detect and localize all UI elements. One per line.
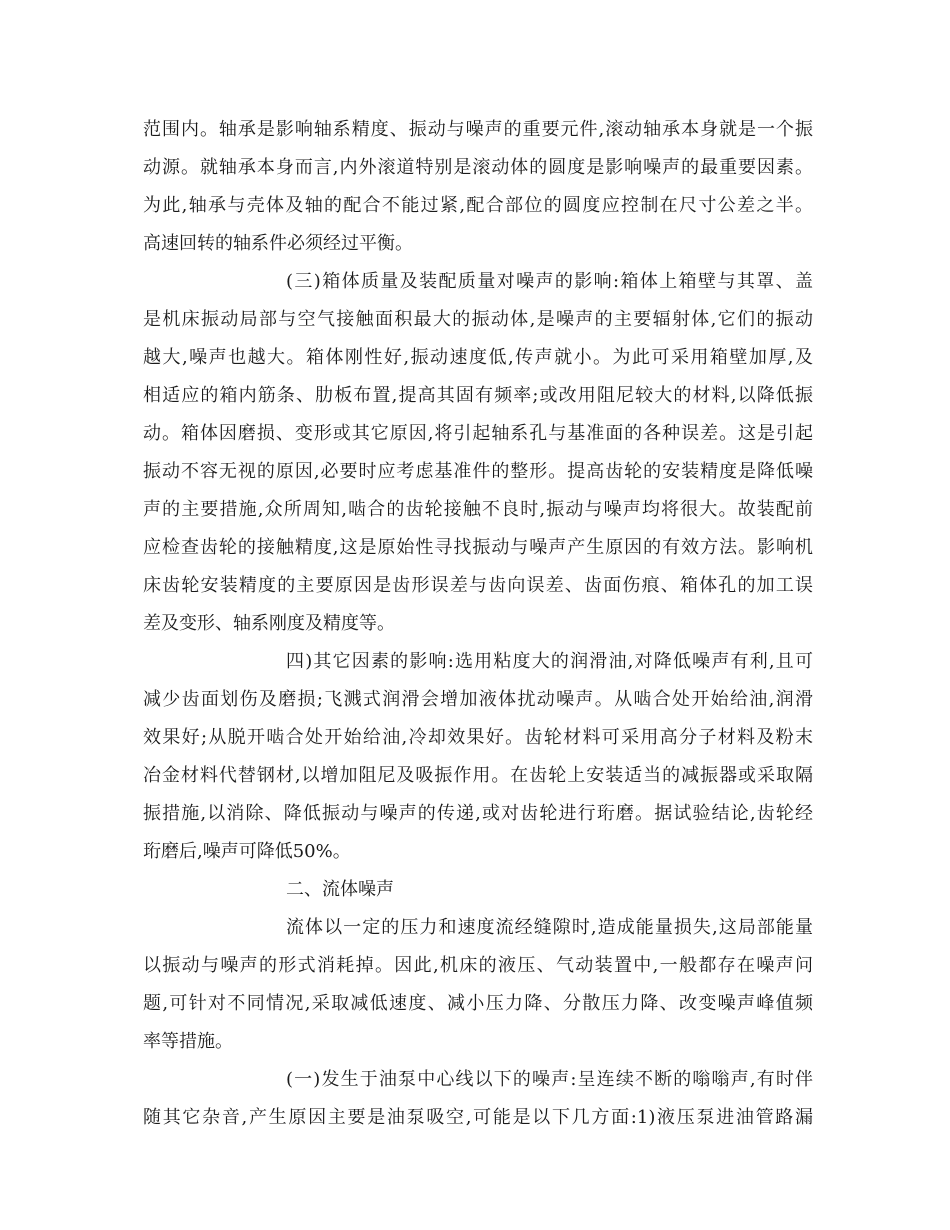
text-line: 振动不容无视的原因,必要时应考虑基准件的整形。提高齿轮的安装精度是降低噪 bbox=[143, 461, 813, 482]
text-line: 高速回转的轴系件必须经过平衡。 bbox=[143, 233, 413, 254]
text-line: 差及变形、轴系刚度及精度等。 bbox=[143, 613, 395, 634]
text-line: 动源。就轴承本身而言,内外滚道特别是滚动体的圆度是影响噪声的最重要因素。 bbox=[143, 157, 813, 178]
text-line: 床齿轮安装精度的主要原因是齿形误差与齿向误差、齿面伤痕、箱体孔的加工误 bbox=[143, 575, 813, 596]
section-heading: (三)箱体质量及装配质量对噪声的影响:箱体上箱壁与其罩、盖 bbox=[286, 271, 813, 292]
text-line: 题,可针对不同情况,采取减低速度、减小压力降、分散压力降、改变噪声峰值频 bbox=[143, 993, 813, 1014]
text-line: 是机床振动局部与空气接触面积最大的振动体,是噪声的主要辐射体,它们的振动 bbox=[143, 309, 813, 330]
text-line: 动。箱体因磨损、变形或其它原因,将引起轴系孔与基准面的各种误差。这是引起 bbox=[143, 423, 813, 444]
text-line: 越大,噪声也越大。箱体刚性好,振动速度低,传声就小。为此可采用箱壁加厚,及 bbox=[143, 347, 813, 368]
text-line: 随其它杂音,产生原因主要是油泵吸空,可能是以下几方面:1)液压泵进油管路漏 bbox=[143, 1107, 813, 1128]
text-line: 珩磨后,噪声可降低50%。 bbox=[143, 841, 351, 862]
text-line: 流体以一定的压力和速度流经缝隙时,造成能量损失,这局部能量 bbox=[286, 917, 813, 938]
text-line: 范围内。轴承是影响轴系精度、振动与噪声的重要元件,滚动轴承本身就是一个振 bbox=[143, 119, 813, 140]
text-line: 冶金材料代替钢材,以增加阻尼及吸振作用。在齿轮上安装适当的减振器或采取隔 bbox=[143, 765, 813, 786]
text-line: 相适应的箱内筋条、肋板布置,提高其固有频率;或改用阻尼较大的材料,以降低振 bbox=[143, 385, 813, 406]
text-line: 率等措施。 bbox=[143, 1031, 233, 1052]
text-line: 为此,轴承与壳体及轴的配合不能过紧,配合部位的圆度应控制在尺寸公差之半。 bbox=[143, 195, 813, 216]
text-line: 声的主要措施,众所周知,啮合的齿轮接触不良时,振动与噪声均将很大。故装配前 bbox=[143, 499, 813, 520]
section-title: 二、流体噪声 bbox=[286, 879, 394, 900]
text-line: 以振动与噪声的形式消耗掉。因此,机床的液压、气动装置中,一般都存在噪声问 bbox=[143, 955, 813, 976]
text-line: 减少齿面划伤及磨损;飞溅式润滑会增加液体扰动噪声。从啮合处开始给油,润滑 bbox=[143, 689, 813, 710]
text-line: 振措施,以消除、降低振动与噪声的传递,或对齿轮进行珩磨。据试验结论,齿轮经 bbox=[143, 803, 813, 824]
section-heading: (一)发生于油泵中心线以下的噪声:呈连续不断的嗡嗡声,有时伴 bbox=[286, 1069, 813, 1090]
text-line: 效果好;从脱开啮合处开始给油,冷却效果好。齿轮材料可采用高分子材料及粉末 bbox=[143, 727, 813, 748]
section-heading: 四)其它因素的影响:选用粘度大的润滑油,对降低噪声有利,且可 bbox=[286, 651, 813, 672]
text-line: 应检查齿轮的接触精度,这是原始性寻找振动与噪声产生原因的有效方法。影响机 bbox=[143, 537, 813, 558]
